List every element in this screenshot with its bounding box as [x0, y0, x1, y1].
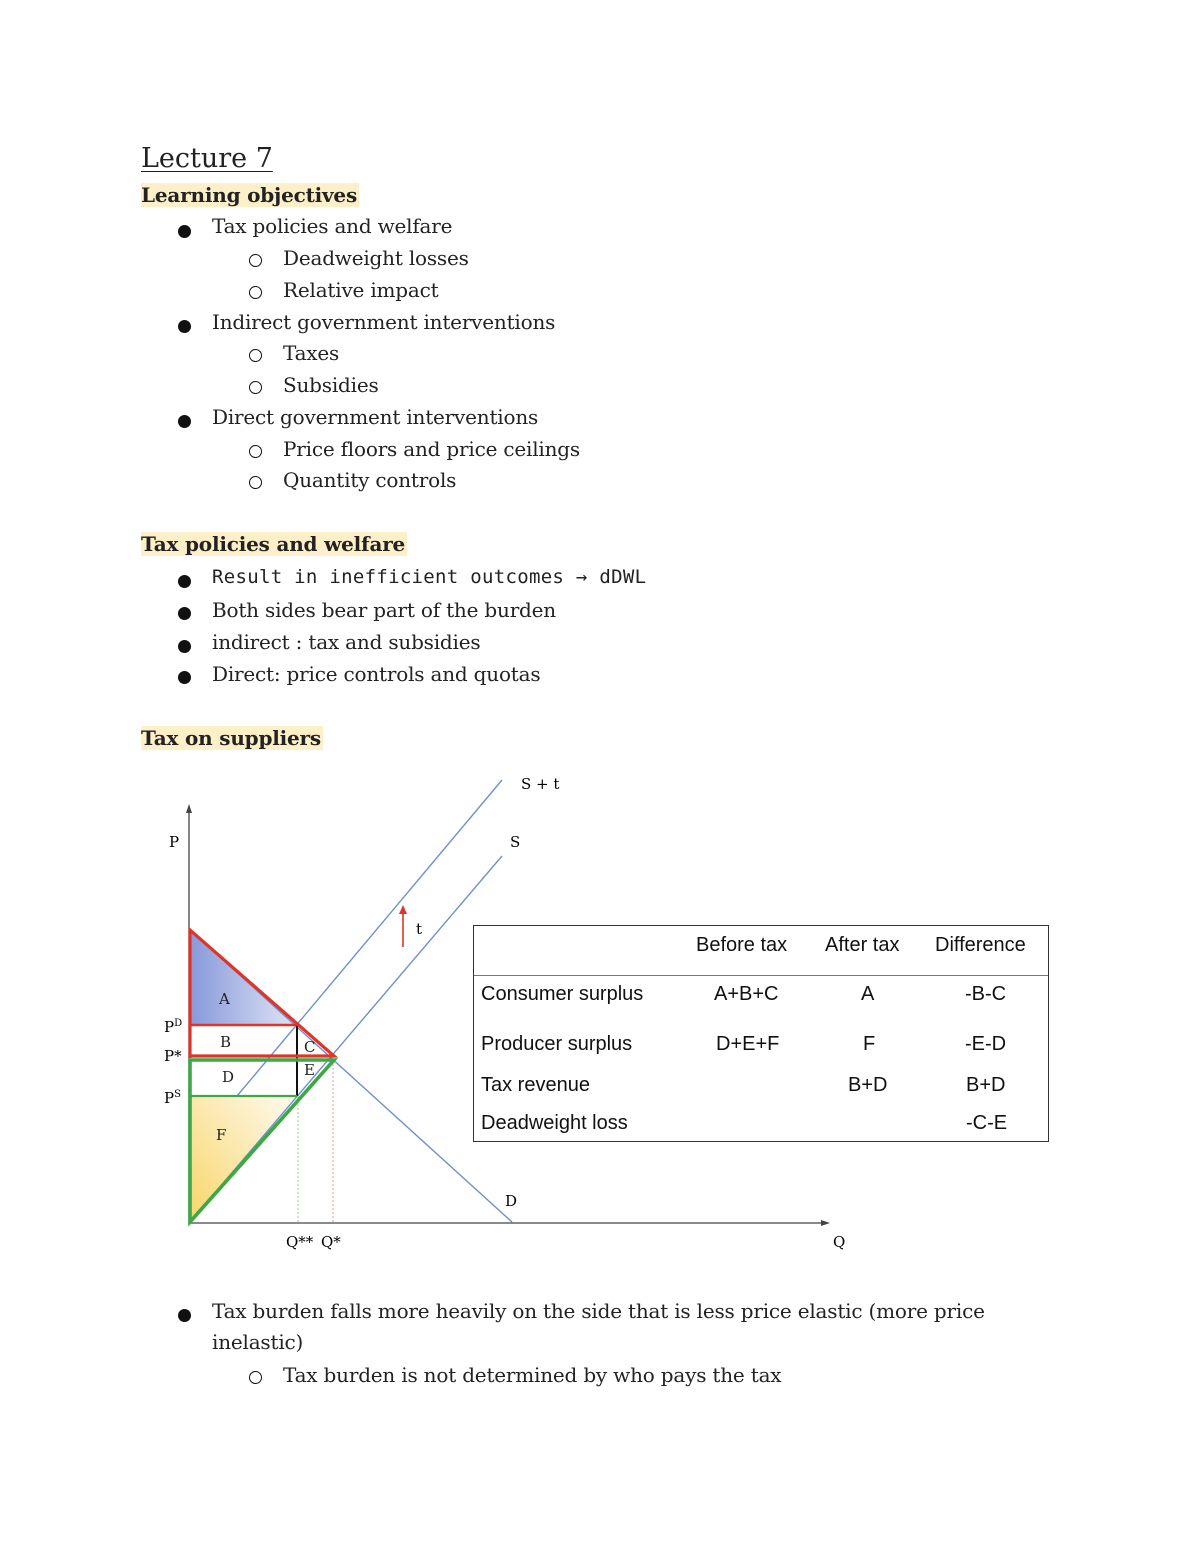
table-header: Before tax: [696, 934, 788, 956]
suppliers-heading: Tax on suppliers: [141, 726, 321, 750]
list-item: Relative impact: [283, 278, 439, 302]
table-row-label: Producer surplus: [481, 1033, 633, 1055]
area-label-e: E: [304, 1061, 315, 1079]
table-row-label: Consumer surplus: [481, 983, 644, 1005]
area-label-f: F: [216, 1126, 227, 1144]
curve-label-s: S: [510, 833, 521, 851]
table-cell: A+B+C: [714, 983, 779, 1005]
list-item: Tax burden is not determined by who pays the tax: [283, 1363, 782, 1387]
list-item: indirect : tax and subsidies: [212, 630, 481, 654]
table-cell: -C-E: [966, 1112, 1008, 1134]
area-label-c: C: [304, 1038, 316, 1056]
table-row-label: Deadweight loss: [481, 1112, 628, 1134]
qty-label-star: Q*: [321, 1233, 341, 1251]
table-cell: B+D: [966, 1074, 1006, 1096]
list-item: Taxes: [283, 341, 340, 365]
table-row-label: Tax revenue: [481, 1074, 590, 1096]
list-item-continued: inelastic): [212, 1330, 304, 1354]
list-item: Price floors and price ceilings: [283, 437, 580, 461]
table-cell: B+D: [848, 1074, 888, 1096]
table-cell: D+E+F: [716, 1033, 780, 1055]
price-label-pd: $P^D$: [164, 1018, 183, 1036]
list-item: Both sides bear part of the burden: [212, 598, 556, 622]
objectives-heading: Learning objectives: [141, 183, 358, 207]
tax-label: t: [416, 920, 423, 938]
list-item: Direct government interventions: [212, 405, 539, 429]
table-header: Difference: [935, 934, 1026, 956]
axis-label-q: Q: [833, 1233, 846, 1251]
price-label-ps: $P^S$: [164, 1089, 181, 1107]
list-item: Subsidies: [283, 373, 379, 397]
table-cell: F: [863, 1033, 876, 1055]
table-cell: -E-D: [965, 1033, 1007, 1055]
table-cell: -B-C: [965, 983, 1007, 1005]
list-item: Quantity controls: [283, 468, 457, 492]
welfare-heading: Tax policies and welfare: [141, 532, 406, 556]
area-label-d: D: [222, 1068, 235, 1086]
circle-bullet-icon: [249, 1371, 262, 1384]
area-label-b: B: [220, 1033, 232, 1051]
table-divider: [474, 975, 1048, 976]
list-item: Tax policies and welfare: [212, 214, 453, 238]
axis-label-p: P: [169, 833, 180, 851]
bullet-icon: [178, 1309, 191, 1322]
table-cell: A: [861, 983, 875, 1005]
price-label-pstar: P*: [164, 1047, 182, 1065]
supply-tax-curve: [237, 780, 502, 1096]
curve-label-s-t: S + t: [521, 775, 560, 793]
area-label-a: A: [219, 990, 230, 1008]
y-axis-arrow-icon: [186, 804, 192, 813]
list-item: Result in inefficient outcomes → dDWL: [212, 566, 647, 588]
list-item: Indirect government interventions: [212, 310, 556, 334]
curve-label-d: D: [505, 1192, 518, 1210]
table-header: After tax: [825, 934, 900, 956]
qty-label-tax: Q**: [286, 1233, 314, 1251]
list-item: Tax burden falls more heavily on the side that is less price elastic (more price: [212, 1299, 985, 1323]
page-title: Lecture 7: [141, 143, 273, 174]
list-item: Direct: price controls and quotas: [212, 662, 541, 686]
x-axis-arrow-icon: [821, 1220, 830, 1226]
welfare-table: [473, 925, 1049, 1142]
list-item: Deadweight losses: [283, 246, 469, 270]
